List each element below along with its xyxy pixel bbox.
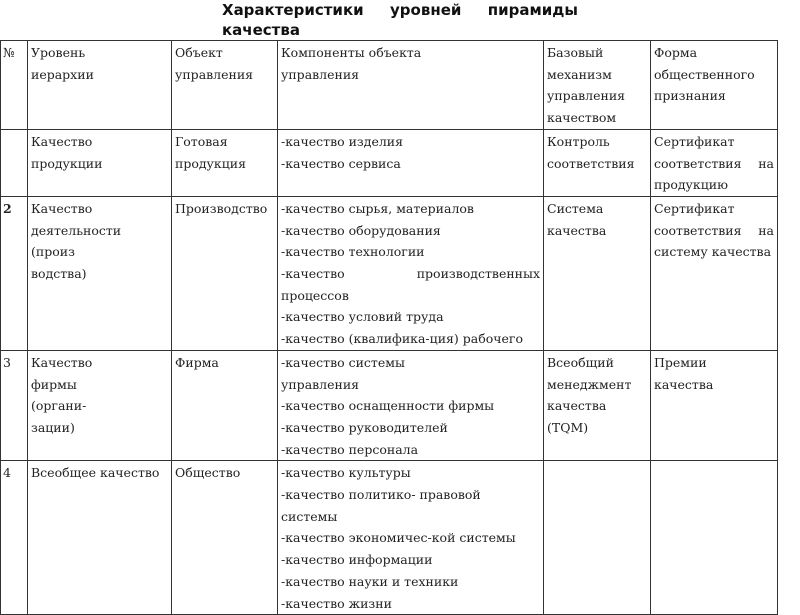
- recognition-line: продукцию: [654, 177, 728, 193]
- header-mechanism-line: качеством: [547, 110, 617, 126]
- page-title: [222, 0, 578, 40]
- header-object-line: управления: [175, 66, 254, 82]
- recognition-line: Сертификат: [654, 133, 735, 149]
- component-line: управления: [281, 376, 360, 392]
- component-line: -качество условий труда: [281, 309, 444, 325]
- component-line: -качество жизни: [281, 595, 392, 611]
- component-line: -качество (квалифика-ция) рабочего: [281, 331, 524, 347]
- word: на: [758, 155, 774, 171]
- level-line: (органи-: [31, 398, 87, 414]
- object-line: Производство: [175, 200, 268, 216]
- level-line: деятельности (произ: [31, 222, 122, 260]
- component-line: процессов: [281, 287, 349, 303]
- component-line: -качество информации: [281, 552, 433, 568]
- mechanism-line: Система: [547, 200, 604, 216]
- header-components: [278, 41, 544, 130]
- mechanism-line: качества: [547, 222, 607, 238]
- word: соответствия: [654, 222, 742, 238]
- row-num: [1, 350, 28, 461]
- header-row: [1, 41, 778, 130]
- recognition-line: [654, 153, 774, 175]
- row-level: [28, 350, 172, 461]
- header-recognition-line: общественного: [654, 66, 755, 82]
- level-line: продукции: [31, 155, 103, 171]
- component-line: -качество сырья, материалов: [281, 200, 474, 216]
- header-num: [1, 41, 28, 130]
- component-line: -качество руководителей: [281, 419, 448, 435]
- table-row: [1, 350, 778, 461]
- row-object: [172, 461, 278, 615]
- table-row: [1, 461, 778, 615]
- row-components: [278, 350, 544, 461]
- component-line: -качество технологии: [281, 244, 425, 260]
- component-line: -качество науки и техники: [281, 573, 459, 589]
- row-mechanism: [544, 196, 651, 350]
- word: производственных: [416, 266, 540, 282]
- row-object: [172, 129, 278, 196]
- header-object: [172, 41, 278, 130]
- header-recognition: [651, 41, 778, 130]
- component-line: -качество сервиса: [281, 155, 401, 171]
- object-line: продукция: [175, 155, 246, 171]
- header-mechanism-line: Базовый: [547, 45, 604, 60]
- title-line-2: качества: [222, 21, 300, 39]
- level-line: зации): [31, 419, 75, 435]
- mechanism-line: качества: [547, 398, 607, 414]
- row-mechanism: [544, 461, 651, 615]
- row-level: [28, 461, 172, 615]
- header-level: [28, 41, 172, 130]
- header-components-line: Компоненты объекта: [281, 45, 422, 60]
- header-components-line: управления: [281, 66, 360, 82]
- mechanism-line: (TQM): [547, 419, 589, 435]
- row-num-text: 3: [3, 354, 11, 370]
- object-line: Фирма: [175, 354, 219, 370]
- mechanism-line: Всеобщий: [547, 354, 614, 370]
- word: на: [758, 222, 774, 238]
- component-line: -качество оснащенности фирмы: [281, 398, 495, 414]
- object-line: Готовая: [175, 133, 228, 149]
- title-line-1: [222, 0, 578, 20]
- row-object: [172, 196, 278, 350]
- row-level: [28, 196, 172, 350]
- header-object-line: Объект: [175, 45, 223, 60]
- header-recognition-line: признания: [654, 88, 726, 104]
- component-line: -качество культуры: [281, 465, 411, 481]
- component-line: -качество изделия: [281, 133, 404, 149]
- recognition-line: Премии: [654, 354, 707, 370]
- level-line: Качество: [31, 354, 93, 370]
- recognition-line: систему качества: [654, 244, 772, 260]
- header-recognition-line: Форма: [654, 45, 698, 60]
- mechanism-line: менеджмент: [547, 376, 632, 392]
- row-num-text: 2: [3, 200, 12, 216]
- word: -качество: [281, 266, 345, 282]
- word: соответствия: [654, 155, 742, 171]
- header-num-text: №: [3, 45, 15, 60]
- row-recognition: [651, 196, 778, 350]
- component-line: -качество персонала: [281, 441, 419, 457]
- row-num-text: 4: [3, 465, 11, 481]
- level-line: водства): [31, 266, 87, 282]
- level-line: Всеобщее качество: [31, 465, 160, 481]
- row-object: [172, 350, 278, 461]
- object-line: Общество: [175, 465, 241, 481]
- header-level-line: иерархии: [31, 66, 94, 82]
- title-word: Характеристики: [222, 1, 364, 19]
- row-recognition: [651, 129, 778, 196]
- component-line: -качество экономичес-кой системы: [281, 530, 516, 546]
- row-components: [278, 129, 544, 196]
- header-mechanism-line: управления: [547, 88, 626, 104]
- recognition-line: [654, 220, 774, 242]
- header-mechanism-line: механизм: [547, 66, 612, 82]
- level-line: Качество: [31, 200, 93, 216]
- component-line: [281, 263, 540, 285]
- level-line: фирмы: [31, 376, 77, 392]
- header-mechanism: [544, 41, 651, 130]
- row-recognition: [651, 350, 778, 461]
- row-num: [1, 129, 28, 196]
- mechanism-line: Контроль: [547, 133, 610, 149]
- component-line: -качество политико- правовой системы: [281, 487, 481, 524]
- row-mechanism: [544, 350, 651, 461]
- table-row: [1, 196, 778, 350]
- recognition-line: Сертификат: [654, 200, 735, 216]
- component-line: -качество системы: [281, 354, 405, 370]
- row-recognition: [651, 461, 778, 615]
- row-level: [28, 129, 172, 196]
- row-mechanism: [544, 129, 651, 196]
- component-line: -качество оборудования: [281, 222, 441, 238]
- level-line: Качество: [31, 133, 93, 149]
- recognition-line: качества: [654, 376, 714, 392]
- row-components: [278, 461, 544, 615]
- title-word: уровней: [390, 1, 462, 19]
- row-num: [1, 196, 28, 350]
- quality-levels-table: [0, 40, 778, 615]
- header-level-line: Уровень: [31, 45, 86, 60]
- mechanism-line: соответствия: [547, 155, 635, 171]
- title-word: пирамиды: [487, 1, 578, 19]
- row-num: [1, 461, 28, 615]
- table-row: [1, 129, 778, 196]
- row-components: [278, 196, 544, 350]
